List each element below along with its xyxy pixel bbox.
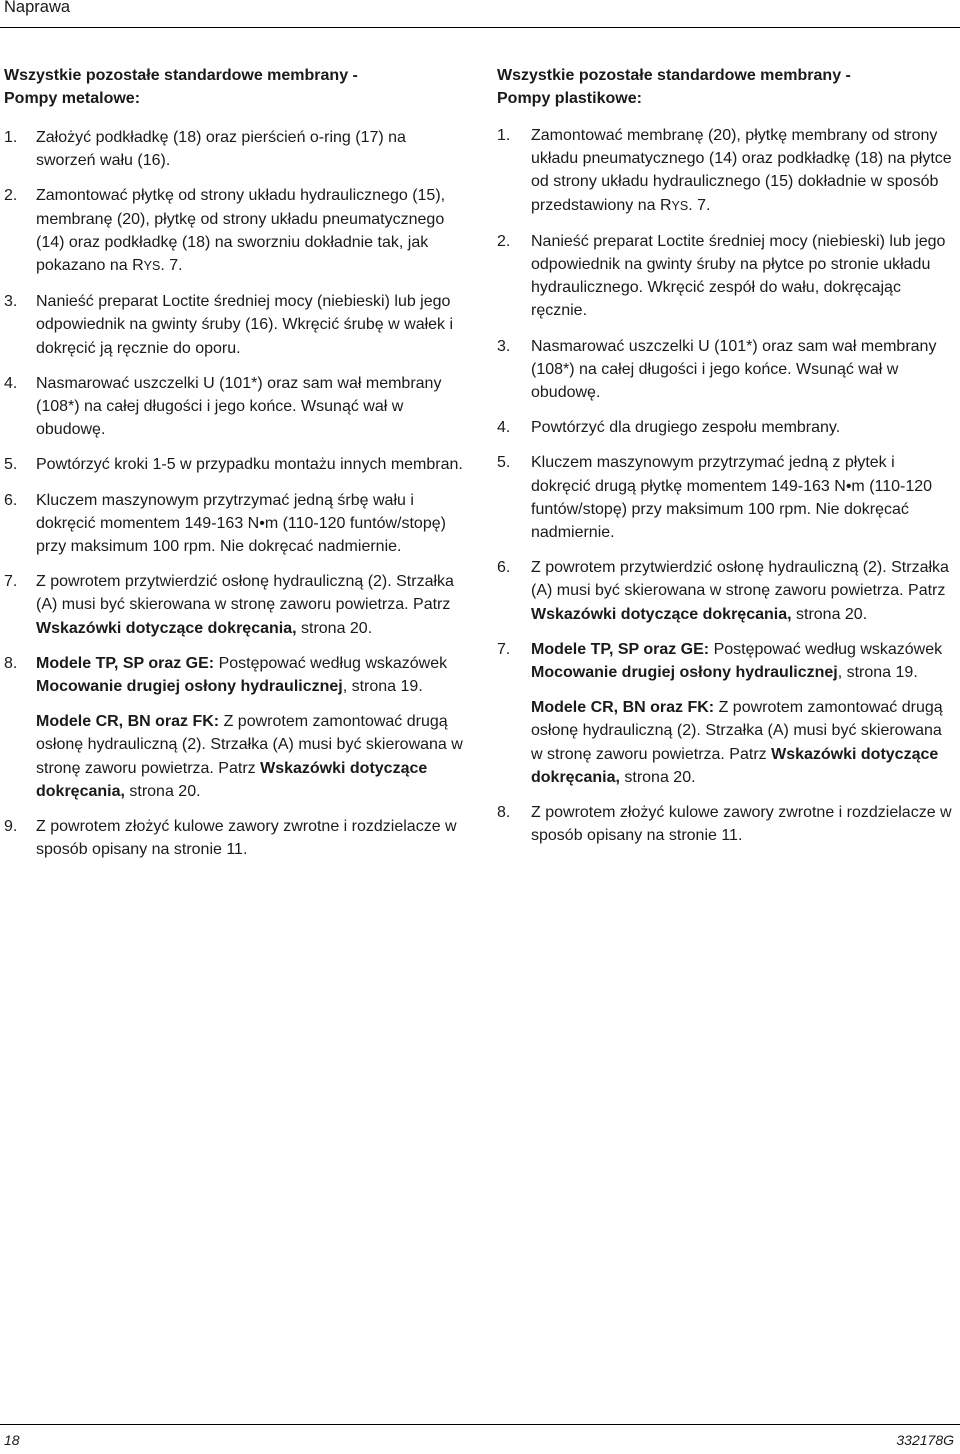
- cross-reference-title: Wskazówki dotyczące dokręcania,: [36, 759, 428, 800]
- step-text: Nasmarować uszczelki U (101*) oraz sam wał membrany (108*) na całej długości i jego końce. Wsunąć wał w obudowę.: [36, 374, 442, 439]
- cross-reference-title: Mocowanie drugiej osłony hydraulicznej: [36, 678, 343, 696]
- figure-ref-initial: R: [659, 196, 672, 214]
- left-step-2: [4, 184, 469, 278]
- left-title-line2: Pompy metalowe:: [4, 90, 141, 107]
- step-number: 8.: [497, 804, 511, 822]
- left-step-5: [4, 453, 469, 476]
- model-group-label: Modele CR, BN oraz FK:: [531, 699, 715, 717]
- step-number: 6.: [497, 559, 511, 577]
- step-text-main: Postępować według wskazówek: [709, 640, 943, 658]
- step-number: 1.: [497, 127, 511, 144]
- figure-ref-initial: R: [132, 257, 144, 275]
- model-group-label: Modele TP, SP oraz GE:: [531, 640, 710, 658]
- step-text: Nanieść preparat Loctite średniej mocy (niebieski) lub jego odpowiednik na gwinty śruby na płytce po stronie układu hydraulicznego. Wkręcić zespół do wału, dokręcając ręcznie.: [531, 232, 946, 320]
- step-text: Kluczem maszynowym przytrzymać jedną z płytek i dokręcić drugą płytkę momentem 149-163 N•m (110-120 funtów/stopę) przy maksimum 100 rpm. Nie dokręcać nadmiernie.: [531, 454, 933, 542]
- left-steps-list: [4, 126, 469, 861]
- step-text-main: Zamontować płytkę od strony układu hydraulicznego (15), membranę (20), płytkę od strony układu pneumatycznego (14) oraz podkładkę (18) na sworzniu dokładnie tak, jak pokazano na: [36, 187, 446, 275]
- step-number: 2.: [497, 232, 511, 250]
- left-step-1: [4, 126, 469, 172]
- cross-reference-page: strona 20.: [124, 782, 201, 800]
- step-number: 1.: [4, 129, 18, 146]
- step-text: [36, 184, 469, 278]
- right-steps-list: [497, 124, 955, 847]
- step-text: Powtórzyć dla drugiego zespołu membrany.: [531, 419, 841, 437]
- left-step-8: [4, 652, 469, 803]
- right-title-line1: Wszystkie pozostałe standardowe membrany -: [497, 67, 851, 84]
- step-number: 5.: [497, 454, 511, 472]
- step-number: 5.: [4, 456, 18, 474]
- right-title-line2: Pompy plastikowe:: [497, 90, 642, 107]
- step-text: [531, 124, 955, 218]
- step-text: Z powrotem złożyć kulowe zawory zwrotne i rozdzielacze w sposób opisany na stronie 11.: [531, 804, 952, 845]
- footer-divider: [0, 1424, 960, 1425]
- right-step-5: [497, 451, 955, 544]
- left-step-4: [4, 372, 469, 442]
- step-number: 7.: [4, 573, 18, 591]
- cross-reference-title: Wskazówki dotyczące dokręcania,: [531, 605, 792, 623]
- left-column: [4, 64, 469, 873]
- right-step-1: [497, 124, 955, 218]
- model-group-label: Modele CR, BN oraz FK:: [36, 713, 220, 731]
- left-title-line1: Wszystkie pozostałe standardowe membrany -: [4, 67, 358, 84]
- cross-reference-page: , strona 19.: [342, 678, 423, 696]
- figure-ref-smallcaps: YS: [671, 198, 689, 213]
- page-header-title: Naprawa: [4, 0, 71, 16]
- step-text-main: Postępować według wskazówek: [214, 654, 448, 672]
- step-number: 9.: [4, 818, 18, 836]
- right-step-2: [497, 230, 955, 323]
- step-text-main: Z powrotem zamontować drugą osłonę hydrauliczną (2). Strzałka (A) musi być skierowana w stronę zaworu powietrza. Patrz: [36, 713, 463, 777]
- step-text-main: Z powrotem przytwierdzić osłonę hydrauliczną (2). Strzałka (A) musi być skierowana w stronę zaworu powietrza. Patrz: [531, 559, 949, 600]
- step-number: 8.: [4, 654, 18, 672]
- step-number: 6.: [4, 491, 18, 509]
- step-text: Powtórzyć kroki 1-5 w przypadku montażu innych membran.: [36, 456, 463, 474]
- step-text: Założyć podkładkę (18) oraz pierścień o-ring (17) na sworzeń wału (16).: [36, 129, 406, 170]
- right-section-title: [497, 64, 955, 110]
- right-step-7: [497, 638, 955, 789]
- left-step-9: [4, 815, 469, 861]
- document-code: 332178G: [896, 1432, 954, 1448]
- step-text: Kluczem maszynowym przytrzymać jedną śrbę wału i dokręcić momentem 149-163 N•m (110-120 funtów/stopę) przy maksimum 100 rpm. Nie dokręcać nadmiernie.: [36, 491, 446, 556]
- step-number: 4.: [497, 419, 511, 437]
- left-step-3: [4, 290, 469, 360]
- right-step-6: [497, 556, 955, 626]
- right-column: [497, 64, 955, 859]
- step-text: Nasmarować uszczelki U (101*) oraz sam wał membrany (108*) na całej długości i jego końce. Wsunąć wał w obudowę.: [531, 337, 937, 402]
- right-step-3: [497, 335, 955, 405]
- step-number: 4.: [4, 374, 18, 392]
- left-section-title: [4, 64, 469, 110]
- cross-reference-page: , strona 19.: [837, 664, 918, 682]
- cross-reference-page: strona 20.: [296, 619, 373, 637]
- step-text: [36, 652, 469, 698]
- step-subparagraph: [36, 710, 469, 803]
- figure-ref-smallcaps: YS: [143, 259, 161, 274]
- cross-reference-title: Wskazówki dotyczące dokręcania,: [36, 619, 297, 637]
- step-number: 7.: [497, 640, 511, 658]
- step-text-main: Zamontować membranę (20), płytkę membrany od strony układu pneumatycznego (14) oraz podkładkę (18) na płytce od strony układu hydraulicznego (15) dokładnie w sposób przedstawiony na: [531, 127, 952, 214]
- step-text: Z powrotem złożyć kulowe zawory zwrotne i rozdzielacze w sposób opisany na stronie 11.: [36, 818, 457, 859]
- left-step-7: [4, 570, 469, 640]
- right-step-4: [497, 416, 955, 439]
- step-text: Nanieść preparat Loctite średniej mocy (niebieski) lub jego odpowiednik na gwinty śruby (16). Wkręcić śrubę w wałek i dokręcić ją ręcznie do oporu.: [36, 293, 454, 357]
- step-number: 2.: [4, 187, 18, 205]
- step-number: 3.: [497, 337, 511, 355]
- page-number: 18: [4, 1432, 20, 1448]
- cross-reference-page: strona 20.: [791, 605, 868, 623]
- cross-reference-title: Mocowanie drugiej osłony hydraulicznej: [531, 664, 838, 682]
- figure-ref-number: . 7.: [688, 196, 711, 214]
- step-number: 3.: [4, 293, 18, 311]
- left-step-6: [4, 489, 469, 559]
- figure-ref-number: . 7.: [160, 257, 183, 275]
- cross-reference-title: Wskazówki dotyczące dokręcania,: [531, 745, 939, 786]
- step-text-main: Z powrotem zamontować drugą osłonę hydrauliczną (2). Strzałka (A) musi być skierowana w stronę zaworu powietrza. Patrz: [531, 699, 943, 763]
- step-text: [531, 638, 955, 684]
- step-subparagraph: [531, 696, 955, 789]
- model-group-label: Modele TP, SP oraz GE:: [36, 654, 215, 672]
- step-text: [531, 556, 955, 626]
- right-step-8: [497, 801, 955, 847]
- cross-reference-page: strona 20.: [619, 768, 696, 786]
- header-divider: [0, 27, 960, 28]
- step-text-main: Z powrotem przytwierdzić osłonę hydrauliczną (2). Strzałka (A) musi być skierowana w stronę zaworu powietrza. Patrz: [36, 573, 454, 614]
- step-text: [36, 570, 469, 640]
